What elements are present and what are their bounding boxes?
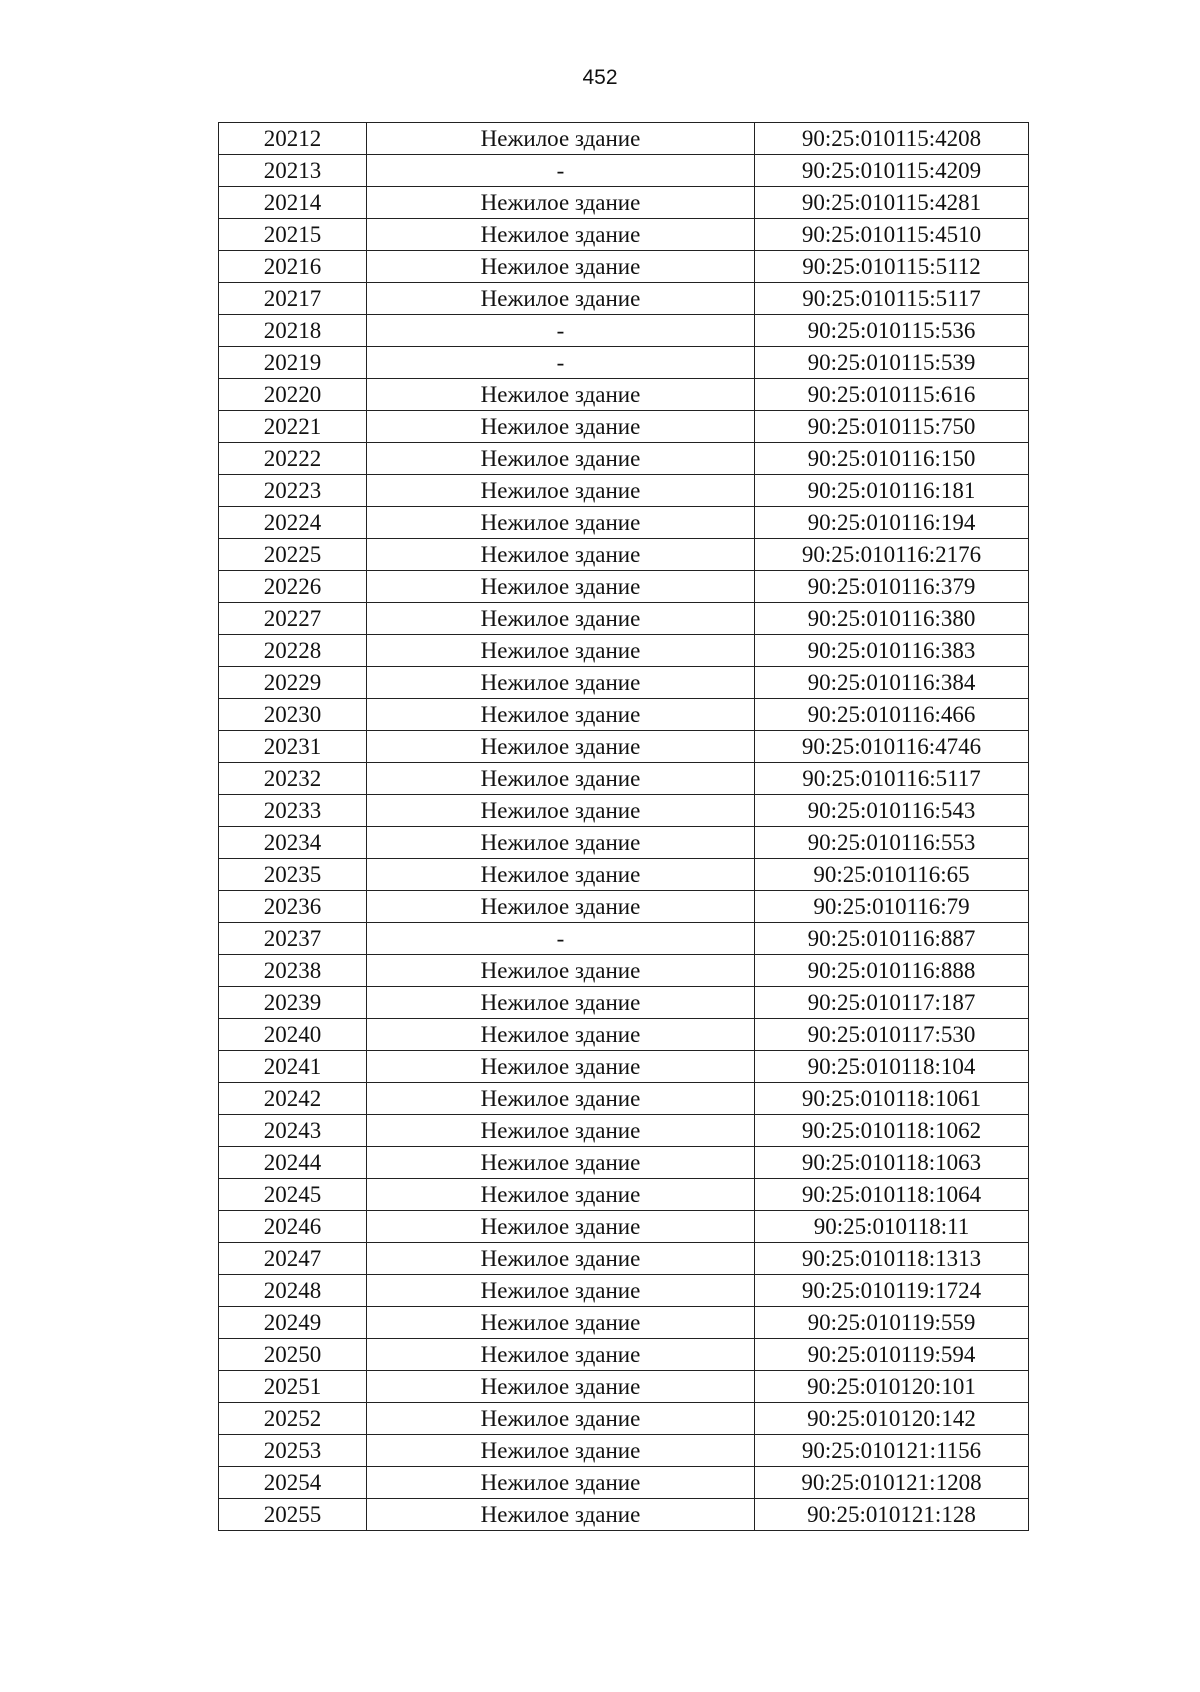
object-type-cell: Нежилое здание xyxy=(367,475,755,507)
cadastral-number-cell: 90:25:010115:536 xyxy=(755,315,1029,347)
row-number-cell: 20231 xyxy=(219,731,367,763)
table-row xyxy=(219,411,1029,443)
cadastral-number-cell: 90:25:010115:4281 xyxy=(755,187,1029,219)
table-row xyxy=(219,155,1029,187)
object-type-cell: Нежилое здание xyxy=(367,1147,755,1179)
cadastral-number-cell: 90:25:010121:1156 xyxy=(755,1435,1029,1467)
row-number-cell: 20221 xyxy=(219,411,367,443)
table-row xyxy=(219,635,1029,667)
table-row xyxy=(219,763,1029,795)
row-number-cell: 20226 xyxy=(219,571,367,603)
table-row xyxy=(219,1243,1029,1275)
table-row xyxy=(219,699,1029,731)
row-number-cell: 20234 xyxy=(219,827,367,859)
object-type-cell: Нежилое здание xyxy=(367,1371,755,1403)
object-type-cell: Нежилое здание xyxy=(367,1243,755,1275)
object-type-cell: - xyxy=(367,347,755,379)
row-number-cell: 20230 xyxy=(219,699,367,731)
object-type-cell: Нежилое здание xyxy=(367,699,755,731)
object-type-cell: Нежилое здание xyxy=(367,1339,755,1371)
row-number-cell: 20237 xyxy=(219,923,367,955)
row-number-cell: 20241 xyxy=(219,1051,367,1083)
cadastral-number-cell: 90:25:010115:5117 xyxy=(755,283,1029,315)
registry-table-body xyxy=(219,123,1029,1531)
table-row xyxy=(219,1307,1029,1339)
cadastral-number-cell: 90:25:010120:142 xyxy=(755,1403,1029,1435)
cadastral-number-cell: 90:25:010121:1208 xyxy=(755,1467,1029,1499)
table-row xyxy=(219,1467,1029,1499)
row-number-cell: 20244 xyxy=(219,1147,367,1179)
row-number-cell: 20222 xyxy=(219,443,367,475)
cadastral-number-cell: 90:25:010116:4746 xyxy=(755,731,1029,763)
cadastral-number-cell: 90:25:010118:1313 xyxy=(755,1243,1029,1275)
cadastral-number-cell: 90:25:010118:11 xyxy=(755,1211,1029,1243)
object-type-cell: Нежилое здание xyxy=(367,443,755,475)
object-type-cell: Нежилое здание xyxy=(367,123,755,155)
table-row xyxy=(219,1051,1029,1083)
object-type-cell: Нежилое здание xyxy=(367,1403,755,1435)
object-type-cell: - xyxy=(367,315,755,347)
cadastral-number-cell: 90:25:010119:594 xyxy=(755,1339,1029,1371)
object-type-cell: Нежилое здание xyxy=(367,763,755,795)
table-row xyxy=(219,123,1029,155)
row-number-cell: 20232 xyxy=(219,763,367,795)
row-number-cell: 20220 xyxy=(219,379,367,411)
table-row xyxy=(219,795,1029,827)
table-row xyxy=(219,1403,1029,1435)
cadastral-number-cell: 90:25:010118:1061 xyxy=(755,1083,1029,1115)
cadastral-number-cell: 90:25:010115:4510 xyxy=(755,219,1029,251)
table-row xyxy=(219,987,1029,1019)
row-number-cell: 20243 xyxy=(219,1115,367,1147)
table-row xyxy=(219,1211,1029,1243)
row-number-cell: 20214 xyxy=(219,187,367,219)
table-row xyxy=(219,1147,1029,1179)
table-row xyxy=(219,571,1029,603)
table-row xyxy=(219,1115,1029,1147)
row-number-cell: 20245 xyxy=(219,1179,367,1211)
cadastral-number-cell: 90:25:010116:380 xyxy=(755,603,1029,635)
row-number-cell: 20217 xyxy=(219,283,367,315)
cadastral-number-cell: 90:25:010117:187 xyxy=(755,987,1029,1019)
row-number-cell: 20235 xyxy=(219,859,367,891)
table-row xyxy=(219,731,1029,763)
object-type-cell: Нежилое здание xyxy=(367,251,755,283)
object-type-cell: Нежилое здание xyxy=(367,1499,755,1531)
cadastral-number-cell: 90:25:010115:750 xyxy=(755,411,1029,443)
row-number-cell: 20252 xyxy=(219,1403,367,1435)
table-row xyxy=(219,923,1029,955)
row-number-cell: 20219 xyxy=(219,347,367,379)
cadastral-number-cell: 90:25:010116:384 xyxy=(755,667,1029,699)
object-type-cell: Нежилое здание xyxy=(367,667,755,699)
cadastral-number-cell: 90:25:010116:466 xyxy=(755,699,1029,731)
table-row xyxy=(219,603,1029,635)
table-row xyxy=(219,955,1029,987)
object-type-cell: Нежилое здание xyxy=(367,1435,755,1467)
table-row xyxy=(219,187,1029,219)
table-row xyxy=(219,315,1029,347)
object-type-cell: Нежилое здание xyxy=(367,1275,755,1307)
object-type-cell: Нежилое здание xyxy=(367,635,755,667)
row-number-cell: 20248 xyxy=(219,1275,367,1307)
table-row xyxy=(219,507,1029,539)
object-type-cell: Нежилое здание xyxy=(367,1115,755,1147)
cadastral-number-cell: 90:25:010116:379 xyxy=(755,571,1029,603)
row-number-cell: 20213 xyxy=(219,155,367,187)
row-number-cell: 20236 xyxy=(219,891,367,923)
cadastral-number-cell: 90:25:010116:150 xyxy=(755,443,1029,475)
cadastral-number-cell: 90:25:010115:4209 xyxy=(755,155,1029,187)
table-row xyxy=(219,347,1029,379)
table-row xyxy=(219,1179,1029,1211)
row-number-cell: 20251 xyxy=(219,1371,367,1403)
row-number-cell: 20250 xyxy=(219,1339,367,1371)
cadastral-number-cell: 90:25:010118:1062 xyxy=(755,1115,1029,1147)
table-row xyxy=(219,539,1029,571)
row-number-cell: 20255 xyxy=(219,1499,367,1531)
table-row xyxy=(219,891,1029,923)
table-row xyxy=(219,859,1029,891)
row-number-cell: 20228 xyxy=(219,635,367,667)
row-number-cell: 20247 xyxy=(219,1243,367,1275)
table-row xyxy=(219,1019,1029,1051)
cadastral-number-cell: 90:25:010116:194 xyxy=(755,507,1029,539)
table-row xyxy=(219,1083,1029,1115)
row-number-cell: 20240 xyxy=(219,1019,367,1051)
cadastral-number-cell: 90:25:010116:888 xyxy=(755,955,1029,987)
cadastral-number-cell: 90:25:010119:559 xyxy=(755,1307,1029,1339)
cadastral-number-cell: 90:25:010116:181 xyxy=(755,475,1029,507)
table-row xyxy=(219,827,1029,859)
object-type-cell: Нежилое здание xyxy=(367,859,755,891)
object-type-cell: Нежилое здание xyxy=(367,1467,755,1499)
object-type-cell: Нежилое здание xyxy=(367,379,755,411)
cadastral-number-cell: 90:25:010115:5112 xyxy=(755,251,1029,283)
table-row xyxy=(219,475,1029,507)
cadastral-number-cell: 90:25:010118:1063 xyxy=(755,1147,1029,1179)
object-type-cell: Нежилое здание xyxy=(367,1307,755,1339)
row-number-cell: 20215 xyxy=(219,219,367,251)
row-number-cell: 20225 xyxy=(219,539,367,571)
object-type-cell: - xyxy=(367,923,755,955)
row-number-cell: 20233 xyxy=(219,795,367,827)
cadastral-number-cell: 90:25:010115:4208 xyxy=(755,123,1029,155)
table-row xyxy=(219,667,1029,699)
cadastral-number-cell: 90:25:010118:104 xyxy=(755,1051,1029,1083)
cadastral-number-cell: 90:25:010116:383 xyxy=(755,635,1029,667)
row-number-cell: 20253 xyxy=(219,1435,367,1467)
page-number: 452 xyxy=(582,66,618,89)
cadastral-number-cell: 90:25:010116:79 xyxy=(755,891,1029,923)
table-row xyxy=(219,379,1029,411)
object-type-cell: Нежилое здание xyxy=(367,795,755,827)
row-number-cell: 20223 xyxy=(219,475,367,507)
object-type-cell: Нежилое здание xyxy=(367,571,755,603)
table-row xyxy=(219,1499,1029,1531)
row-number-cell: 20224 xyxy=(219,507,367,539)
table-row xyxy=(219,1339,1029,1371)
row-number-cell: 20227 xyxy=(219,603,367,635)
object-type-cell: Нежилое здание xyxy=(367,1051,755,1083)
cadastral-number-cell: 90:25:010116:65 xyxy=(755,859,1029,891)
cadastral-number-cell: 90:25:010116:553 xyxy=(755,827,1029,859)
table-row xyxy=(219,283,1029,315)
table-row xyxy=(219,1275,1029,1307)
cadastral-number-cell: 90:25:010115:539 xyxy=(755,347,1029,379)
object-type-cell: Нежилое здание xyxy=(367,283,755,315)
row-number-cell: 20216 xyxy=(219,251,367,283)
row-number-cell: 20212 xyxy=(219,123,367,155)
object-type-cell: Нежилое здание xyxy=(367,187,755,219)
row-number-cell: 20242 xyxy=(219,1083,367,1115)
object-type-cell: Нежилое здание xyxy=(367,411,755,443)
cadastral-number-cell: 90:25:010116:543 xyxy=(755,795,1029,827)
row-number-cell: 20246 xyxy=(219,1211,367,1243)
object-type-cell: Нежилое здание xyxy=(367,539,755,571)
cadastral-number-cell: 90:25:010117:530 xyxy=(755,1019,1029,1051)
cadastral-number-cell: 90:25:010115:616 xyxy=(755,379,1029,411)
object-type-cell: Нежилое здание xyxy=(367,507,755,539)
table-row xyxy=(219,1371,1029,1403)
table-row xyxy=(219,251,1029,283)
cadastral-number-cell: 90:25:010116:887 xyxy=(755,923,1029,955)
cadastral-number-cell: 90:25:010116:5117 xyxy=(755,763,1029,795)
cadastral-number-cell: 90:25:010120:101 xyxy=(755,1371,1029,1403)
object-type-cell: Нежилое здание xyxy=(367,955,755,987)
object-type-cell: Нежилое здание xyxy=(367,1083,755,1115)
table-row xyxy=(219,1435,1029,1467)
cadastral-number-cell: 90:25:010116:2176 xyxy=(755,539,1029,571)
row-number-cell: 20254 xyxy=(219,1467,367,1499)
row-number-cell: 20249 xyxy=(219,1307,367,1339)
object-type-cell: Нежилое здание xyxy=(367,219,755,251)
row-number-cell: 20229 xyxy=(219,667,367,699)
cadastral-number-cell: 90:25:010119:1724 xyxy=(755,1275,1029,1307)
object-type-cell: Нежилое здание xyxy=(367,1179,755,1211)
row-number-cell: 20239 xyxy=(219,987,367,1019)
row-number-cell: 20238 xyxy=(219,955,367,987)
cadastral-number-cell: 90:25:010118:1064 xyxy=(755,1179,1029,1211)
cadastral-number-cell: 90:25:010121:128 xyxy=(755,1499,1029,1531)
object-type-cell: Нежилое здание xyxy=(367,987,755,1019)
table-row xyxy=(219,443,1029,475)
row-number-cell: 20218 xyxy=(219,315,367,347)
table-row xyxy=(219,219,1029,251)
object-type-cell: Нежилое здание xyxy=(367,891,755,923)
object-type-cell: - xyxy=(367,155,755,187)
object-type-cell: Нежилое здание xyxy=(367,603,755,635)
object-type-cell: Нежилое здание xyxy=(367,1019,755,1051)
registry-table xyxy=(218,122,1029,1531)
object-type-cell: Нежилое здание xyxy=(367,827,755,859)
object-type-cell: Нежилое здание xyxy=(367,731,755,763)
object-type-cell: Нежилое здание xyxy=(367,1211,755,1243)
